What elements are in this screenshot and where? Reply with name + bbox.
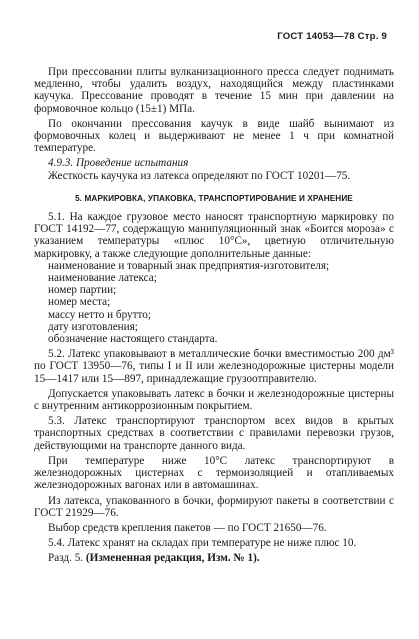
paragraph-5-2-note: Допускается упаковывать латекс в бочки и железнодорожные цистерны с внутренним антикоррозионным покрытием. [34,387,394,413]
list-item: наименование и товарный знак предприятия-изготовителя; [48,259,330,272]
paragraph-hardness: Жесткость каучука из латекса определяют по ГОСТ 10201—75. [48,169,351,182]
paragraph-5-3-cold: При температуре ниже 10°С латекс транспортируют в железнодорожных цистернах с термоизоляцией и отапливаемых железнодорожных вагонах или в автомашинах. [34,454,394,492]
paragraph-5-3-fastening: Выбор средств крепления пакетов — по ГОСТ 21650—76. [48,521,327,534]
document-body [34,66,394,568]
paragraph-5-3-packets: Из латекса, упакованного в бочки, формируют пакеты в соответствии с ГОСТ 21929—76. [34,494,394,519]
list-item: обозначение настоящего стандарта. [48,333,218,346]
page-header: ГОСТ 14053—78 Стр. 9 [277,31,387,42]
list-item: массу нетто и брутто; [48,308,151,321]
amendment-bold: (Измененная редакция, Изм. № 1). [85,552,260,565]
amendment-note [34,552,394,564]
paragraph-5-3: 5.3. Латекс транспортируют транспортом всех видов в крытых транспортных средствах в соответствии с правилами перевозки грузов, действующими на транспорте данного вида. [34,415,394,452]
paragraph-after-pressing: По окончании прессования каучук в виде шайб вынимают из формовочных колец и выдерживают не менее 1 ч при комнатной температуре. [34,117,394,155]
paragraph-5-4: 5.4. Латекс хранят на складах при температуре не ниже плюс 10. [48,537,357,550]
paragraph-5-1: 5.1. На каждое грузовое место наносят транспортную маркировку по ГОСТ 14192—77, содержащую манипуляционный знак «Боится мороза» с указанием температуры «плюс 10°С», цветную отличительную маркировку, а также следующие дополнительные данные: [34,211,394,260]
list-item: номер партии; [48,284,117,297]
paragraph-5-2: 5.2. Латекс упаковывают в металлические бочки вместимостью 200 дм³ по ГОСТ 13950—76, типы I и II или железнодорожные цистерны модели 15—1417 или 15—897, принадлежащие грузоотправителю. [34,348,394,385]
list-item: дату изготовления; [48,320,138,333]
section-5-title: 5. МАРКИРОВКА, УПАКОВКА, ТРАНСПОРТИРОВАНИЕ И ХРАНЕНИЕ [75,193,353,203]
marking-data-list [34,260,394,345]
subsection-heading-test: 4.9.3. Проведение испытания [48,157,189,170]
list-item: номер места; [48,296,111,309]
paragraph-pressing: При прессовании плиты вулканизационного пресса следует поднимать медленно, чтобы удалить воздух, находящийся между пластинками каучука. Прессование проводят в течение 15 мин при давлении на формовочное кольцо (15±1) МПа. [34,66,394,115]
amendment-prefix: Разд. 5. [48,552,86,565]
list-item: наименование латекса; [48,272,157,285]
